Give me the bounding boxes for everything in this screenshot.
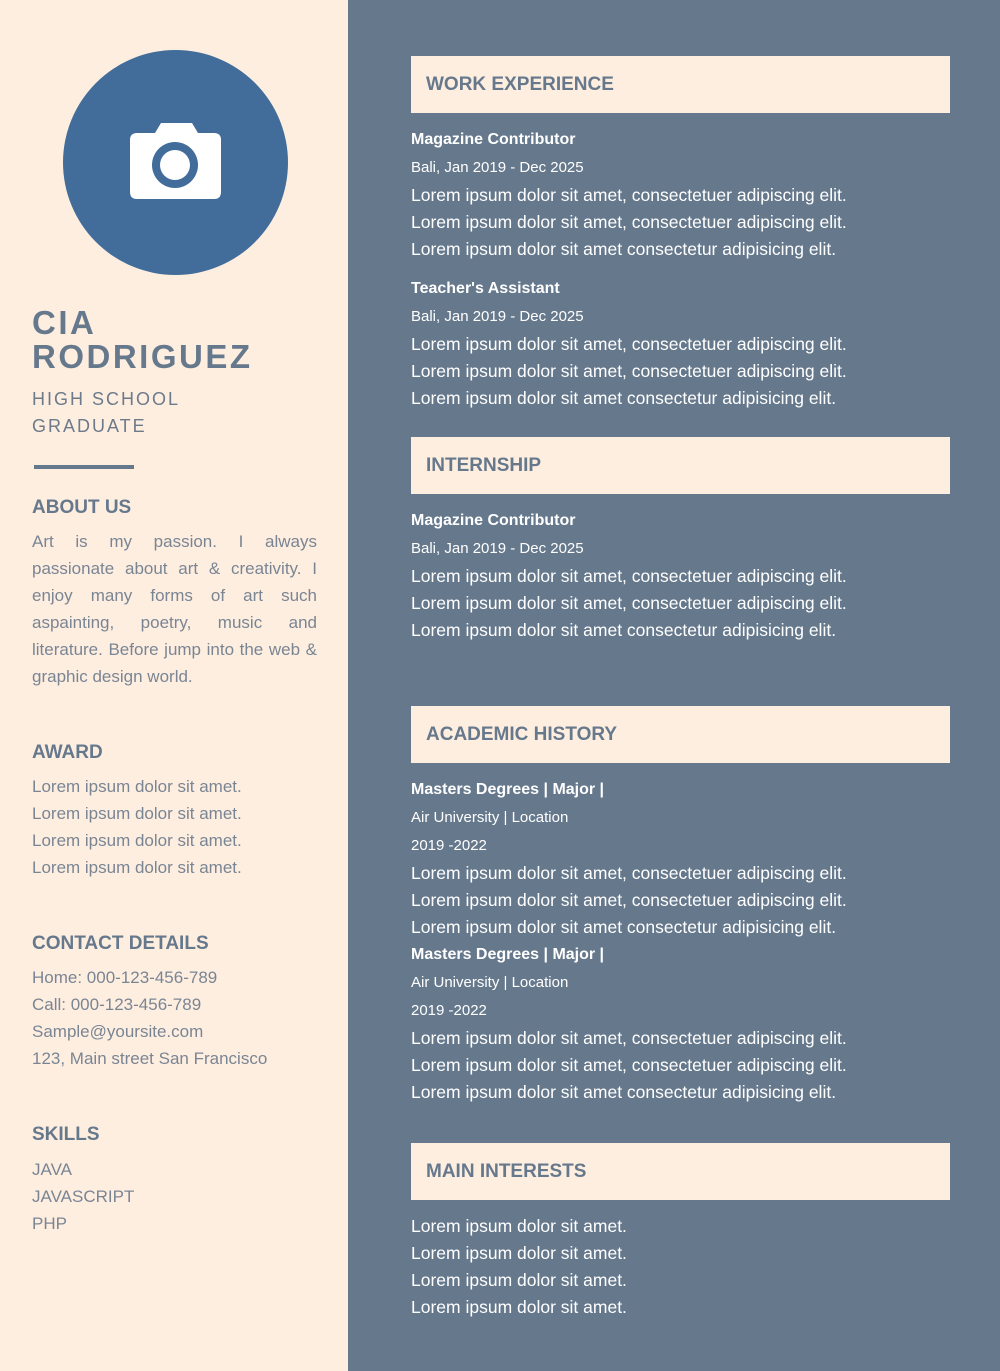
entry-meta: Bali, Jan 2019 - Dec 2025 — [411, 308, 584, 325]
about-heading: ABOUT US — [32, 497, 132, 518]
entry-line: Lorem ipsum dolor sit amet, consectetuer adipiscing elit. — [411, 361, 847, 381]
entry-line: Lorem ipsum dolor sit amet, consectetuer adipiscing elit. — [411, 1055, 847, 1075]
entry-line: Lorem ipsum dolor sit amet, consectetuer adipiscing elit. — [411, 212, 847, 232]
award-item: Lorem ipsum dolor sit amet. — [32, 777, 242, 796]
academic-entry — [411, 941, 971, 1106]
entry-line: Lorem ipsum dolor sit amet consectetur adipisicing elit. — [411, 239, 837, 259]
entry-line: Lorem ipsum dolor sit amet, consectetuer adipiscing elit. — [411, 890, 847, 910]
entry-line: Lorem ipsum dolor sit amet, consectetuer adipiscing elit. — [411, 566, 847, 586]
entry-line: Lorem ipsum dolor sit amet, consectetuer adipiscing elit. — [411, 185, 847, 205]
academic-history-heading: ACADEMIC HISTORY — [411, 706, 950, 763]
job-title — [32, 386, 232, 440]
candidate-name — [32, 306, 332, 374]
entry-years: 2019 -2022 — [411, 1002, 487, 1019]
contact-address: 123, Main street San Francisco — [32, 1049, 268, 1068]
internship-entry — [411, 507, 971, 644]
contact-home: Home: 000-123-456-789 — [32, 968, 218, 987]
entry-line: Lorem ipsum dolor sit amet, consectetuer adipiscing elit. — [411, 863, 847, 883]
work-experience-heading: WORK EXPERIENCE — [411, 56, 950, 113]
award-item: Lorem ipsum dolor sit amet. — [32, 858, 242, 877]
entry-line: Lorem ipsum dolor sit amet consectetur adipisicing elit. — [411, 620, 837, 640]
entry-line: Lorem ipsum dolor sit amet, consectetuer adipiscing elit. — [411, 1028, 847, 1048]
job-title-line: GRADUATE — [32, 416, 147, 436]
main-content — [348, 0, 1000, 1371]
award-item: Lorem ipsum dolor sit amet. — [32, 804, 242, 823]
entry-line: Lorem ipsum dolor sit amet, consectetuer adipiscing elit. — [411, 334, 847, 354]
contact-list — [32, 964, 267, 1072]
entry-title: Magazine Contributor — [411, 512, 576, 529]
camera-icon — [130, 123, 221, 199]
skill-item: JAVASCRIPT — [32, 1187, 135, 1206]
interests-list — [411, 1213, 971, 1321]
interest-item: Lorem ipsum dolor sit amet. — [411, 1270, 627, 1290]
work-entry — [411, 126, 971, 263]
last-name: RODRIGUEZ — [32, 338, 253, 375]
first-name: CIA — [32, 304, 97, 341]
name-divider — [34, 465, 134, 469]
entry-school: Air University | Location — [411, 809, 569, 826]
award-item: Lorem ipsum dolor sit amet. — [32, 831, 242, 850]
contact-email[interactable]: Sample@yoursite.com — [32, 1022, 204, 1041]
entry-line: Lorem ipsum dolor sit amet consectetur adipisicing elit. — [411, 388, 837, 408]
skill-item: JAVA — [32, 1160, 72, 1179]
about-text: Art is my passion. I always passionate about art & creativity. I enjoy many forms of art such aspainting, poetry, music and literature. Before jump into the web & graphic design world. — [32, 532, 317, 686]
entry-meta: Bali, Jan 2019 - Dec 2025 — [411, 540, 584, 557]
contact-call: Call: 000-123-456-789 — [32, 995, 202, 1014]
entry-title: Masters Degrees | Major | — [411, 946, 605, 963]
award-list — [32, 773, 242, 881]
interest-item: Lorem ipsum dolor sit amet. — [411, 1243, 627, 1263]
skills-heading: SKILLS — [32, 1124, 100, 1145]
entry-line: Lorem ipsum dolor sit amet consectetur adipisicing elit. — [411, 917, 837, 937]
entry-years: 2019 -2022 — [411, 837, 487, 854]
entry-title: Teacher's Assistant — [411, 280, 560, 297]
internship-heading: INTERNSHIP — [411, 437, 950, 494]
entry-line: Lorem ipsum dolor sit amet, consectetuer adipiscing elit. — [411, 593, 847, 613]
entry-title: Magazine Contributor — [411, 131, 576, 148]
job-title-line: HIGH SCHOOL — [32, 389, 181, 409]
entry-school: Air University | Location — [411, 974, 569, 991]
award-heading: AWARD — [32, 742, 103, 763]
entry-title: Masters Degrees | Major | — [411, 781, 605, 798]
entry-meta: Bali, Jan 2019 - Dec 2025 — [411, 159, 584, 176]
profile-photo[interactable] — [63, 50, 288, 275]
left-sidebar — [0, 0, 348, 1371]
main-interests-heading: MAIN INTERESTS — [411, 1143, 950, 1200]
entry-line: Lorem ipsum dolor sit amet consectetur adipisicing elit. — [411, 1082, 837, 1102]
interest-item: Lorem ipsum dolor sit amet. — [411, 1216, 627, 1236]
work-entry — [411, 275, 971, 412]
skill-item: PHP — [32, 1214, 67, 1233]
contact-heading: CONTACT DETAILS — [32, 933, 209, 954]
skills-list — [32, 1156, 134, 1237]
interest-item: Lorem ipsum dolor sit amet. — [411, 1297, 627, 1317]
academic-entry — [411, 776, 971, 941]
